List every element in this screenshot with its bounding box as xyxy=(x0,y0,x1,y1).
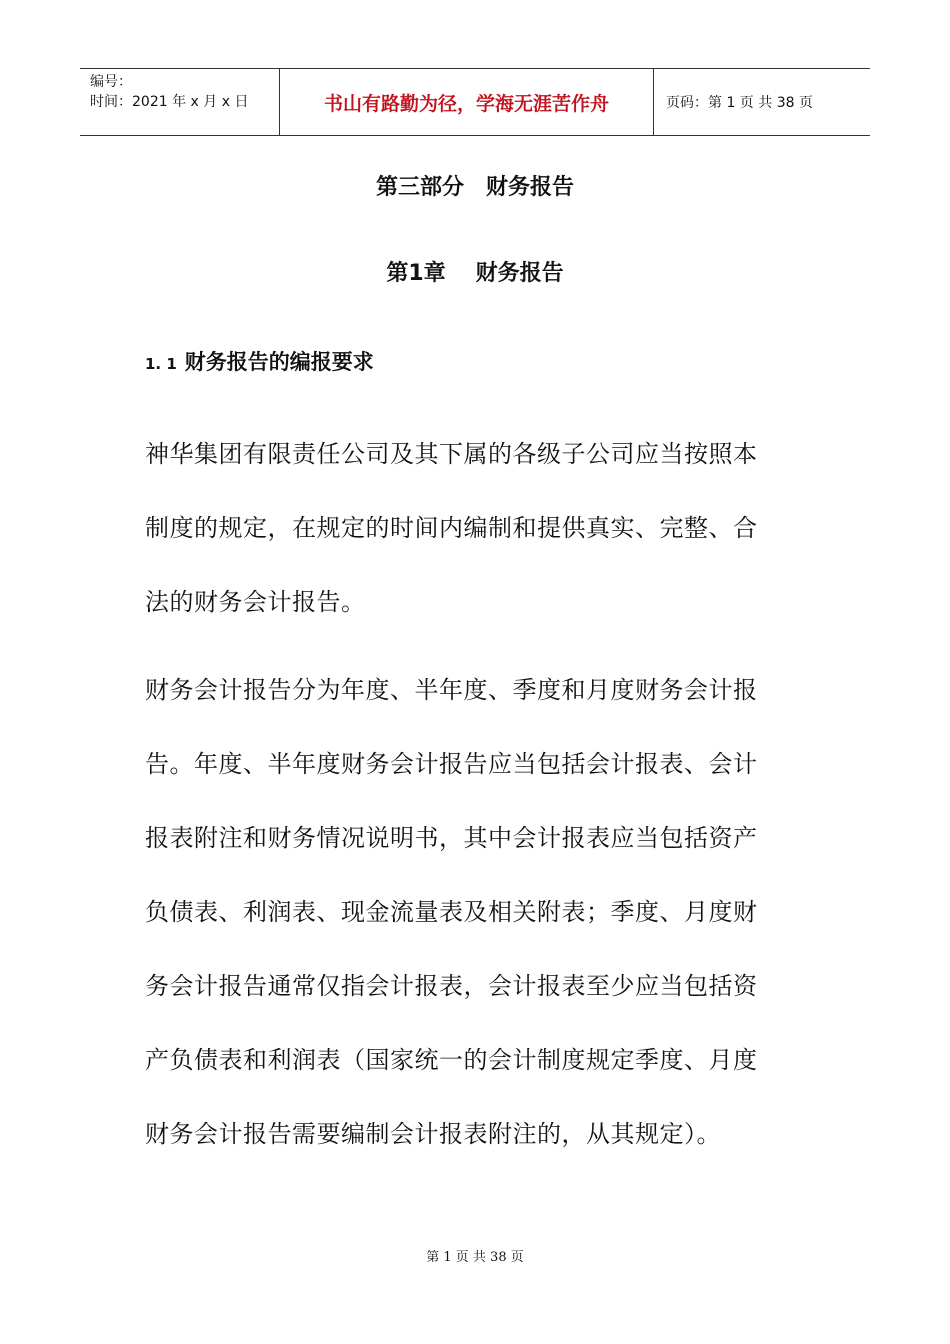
paragraph-2-line: 务会计报告通常仅指会计报表，会计报表至少应当包括资 xyxy=(145,972,758,1000)
paragraph-2-line: 财务会计报告需要编制会计报表附注的，从其规定）。 xyxy=(145,1120,721,1148)
paragraph-1-line: 法的财务会计报告。 xyxy=(145,588,366,616)
document-header xyxy=(80,68,870,136)
number-label: 编号： xyxy=(90,74,132,90)
paragraph-2-line: 报表附注和财务情况说明书，其中会计报表应当包括资产 xyxy=(145,824,758,852)
paragraph-2-line: 负债表、利润表、现金流量表及相关附表；季度、月度财 xyxy=(145,898,758,926)
section-number: 1. 1 xyxy=(145,355,177,373)
paragraph-1-line: 制度的规定，在规定的时间内编制和提供真实、完整、合 xyxy=(145,514,758,542)
part-title: 第三部分 财务报告 xyxy=(375,175,574,200)
section-name: 财务报告的编报要求 xyxy=(184,350,374,374)
chapter-name: 财务报告 xyxy=(475,261,564,286)
header-meta xyxy=(80,69,280,135)
time-label: 时间：2021 年 x 月 x 日 xyxy=(90,94,249,110)
paragraph-2-line: 产负债表和利润表（国家统一的会计制度规定季度、月度 xyxy=(145,1046,758,1074)
chapter-number: 第1章 xyxy=(386,261,446,286)
chapter-title xyxy=(0,256,950,287)
header-motto: 书山有路勤为径，学海无涯苦作舟 xyxy=(280,69,654,135)
paragraph-2-line: 财务会计报告分为年度、半年度、季度和月度财务会计报 xyxy=(145,676,758,704)
paragraph-2-line: 告。年度、半年度财务会计报告应当包括会计报表、会计 xyxy=(145,750,758,778)
page-footer: 第 1 页 共 38 页 xyxy=(426,1250,524,1265)
section-title xyxy=(145,346,374,376)
paragraph-1-line: 神华集团有限责任公司及其下属的各级子公司应当按照本 xyxy=(145,440,758,468)
header-page-code: 页码：第 1 页 共 38 页 xyxy=(666,95,813,111)
